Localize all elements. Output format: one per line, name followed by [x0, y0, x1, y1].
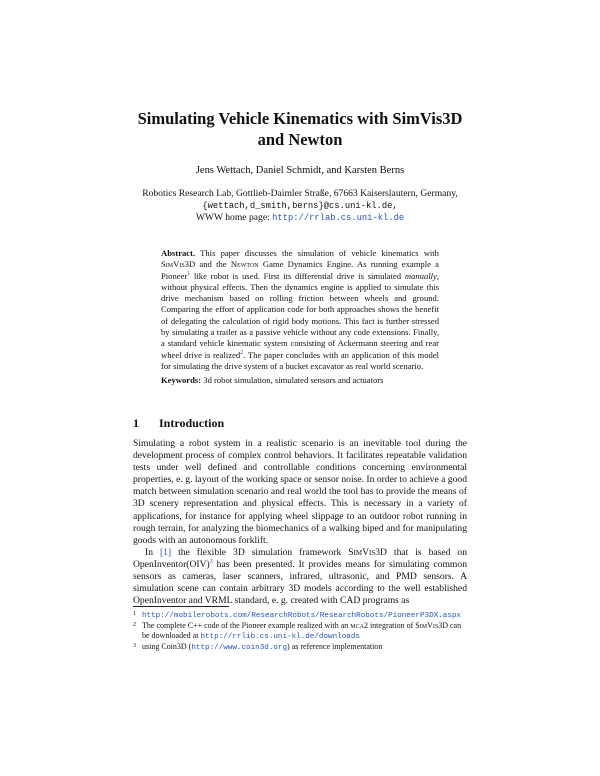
- abstract-simvis: SimVis: [161, 259, 185, 270]
- intro-paragraph-2: [133, 547, 467, 607]
- paper-title: [100, 108, 500, 150]
- footnote-text: using Coin3D (: [142, 642, 192, 651]
- affiliation: Robotics Research Lab, Gottlieb-Daimler Straße, 67663 Kaiserslautern, Germany,: [142, 188, 458, 199]
- footnote-1: [133, 610, 467, 621]
- abstract-text: Game Dynamics Engine. As running example a Pioneer: [161, 259, 439, 281]
- footnote-link[interactable]: http://rrlib.cs.uni-kl.de/downloads: [200, 633, 360, 641]
- body-text-span: the flexible 3D simulation framework: [171, 546, 349, 558]
- keywords: [161, 375, 439, 385]
- footnote-number: 3: [133, 643, 136, 649]
- affiliation-block: [100, 188, 500, 224]
- email: {wettach,d_smith,berns}@cs.uni-kl.de,: [202, 201, 398, 211]
- section-title: Introduction: [159, 416, 225, 430]
- keywords-text: 3d robot simulation, simulated sensors and actuators: [203, 375, 384, 385]
- keywords-label: Keywords:: [161, 375, 202, 385]
- body-simvis: SimVis: [348, 546, 376, 558]
- homepage-link[interactable]: http://rrlab.cs.uni-kl.de: [272, 213, 405, 223]
- footnote-number: 1: [133, 611, 136, 617]
- footnote-3: [133, 642, 467, 653]
- body-text: [133, 438, 467, 607]
- abstract-text: , without physical effects. Then the dynamics engine is applied to simulate this drive mechanism based on rolling friction between wheels and ground. Comparing the effort of application code for both approaches shows the benefit of delegating the calculation of rigid body motions. This fact is further stressed by simulating a trailer as a passive vehicle without any code extensions. Finally, a standard vehicle kinematic system consisting of Ackermann steering and rear wheel drive is realized: [161, 270, 439, 360]
- abstract: [161, 248, 439, 372]
- body-text-span: In: [145, 546, 160, 558]
- author-list: Jens Wettach, Daniel Schmidt, and Karsten Berns: [195, 165, 405, 176]
- footnote-simvis: SimVis: [415, 621, 439, 630]
- intro-paragraph-1: Simulating a robot system in a realistic scenario is an inevitable tool during the development process of complex control behaviors. It facilitates repeatable validation tests under well defined and controllable conditions concerning environmental properties, e. g. layout of the working space or sensor noise. In order to achieve a good match between simulation scenario and real world the tool has to provide the means of 3D scenery representation and physical effects. This is necessary in a variety of applications, for instance for applying wheel slippage to an outdoor robot running in rough terrain, for analyzing the biomechanics of a walking biped and for manipulating goods with an autonomous forklift.: [133, 438, 467, 546]
- footnote-link[interactable]: http://www.coin3d.org: [191, 644, 288, 652]
- footnote-ref-3[interactable]: 3: [209, 558, 213, 565]
- homepage-line: [100, 212, 500, 224]
- citation-link[interactable]: [1]: [159, 546, 172, 558]
- abstract-newton: Newton: [230, 259, 259, 270]
- abstract-emphasis: manually: [404, 270, 437, 281]
- footnote-text: The complete C++ code of the Pioneer example realized with an: [142, 621, 351, 630]
- abstract-text: like robot is used. First its differential drive is simulated: [190, 270, 405, 281]
- footnote-number: 2: [133, 622, 136, 628]
- title-line-2: and Newton: [257, 130, 343, 149]
- section-heading: [133, 416, 224, 431]
- abstract-label: Abstract.: [161, 248, 196, 258]
- footnote-mca: mca: [350, 621, 364, 630]
- footnote-text: ) as reference implementation: [287, 642, 383, 651]
- body-text-span: 3D that is based on OpenInventor(OIV): [133, 546, 468, 570]
- title-line-1: Simulating Vehicle Kinematics with SimVis3D: [137, 109, 463, 128]
- abstract-text: . The paper concludes with an application of this model for simulating the drive system of a bucket excavator as real world scenario.: [161, 349, 439, 371]
- footnote-text: 3D can be downloaded at: [142, 621, 462, 640]
- footnote-ref-2[interactable]: 2: [240, 349, 244, 356]
- footnote-rule: [133, 606, 229, 607]
- homepage-label: WWW home page:: [195, 212, 270, 223]
- section-number: 1: [133, 416, 139, 430]
- footnote-link[interactable]: http://mobilerobots.com/ResearchRobots/ResearchRobots/PioneerP3DX.aspx: [142, 612, 461, 620]
- abstract-text: 3D and the: [184, 259, 231, 270]
- footnote-text: 2 integration of: [363, 621, 416, 630]
- footnote-2: [133, 621, 467, 642]
- body-text-span: has been presented. It provides means for simulating common sensors as cameras, laser scanners, infrared, ultrasonic, and PMD sensors. A simulation scene can contain arbitrary 3D models according to the well established OpenInventor and VRML standard, e. g. created with CAD programs as: [133, 558, 467, 607]
- footnotes: [133, 610, 467, 653]
- footnote-ref-1[interactable]: 1: [187, 270, 191, 277]
- abstract-text: This paper discusses the simulation of vehicle kinematics with: [200, 248, 439, 258]
